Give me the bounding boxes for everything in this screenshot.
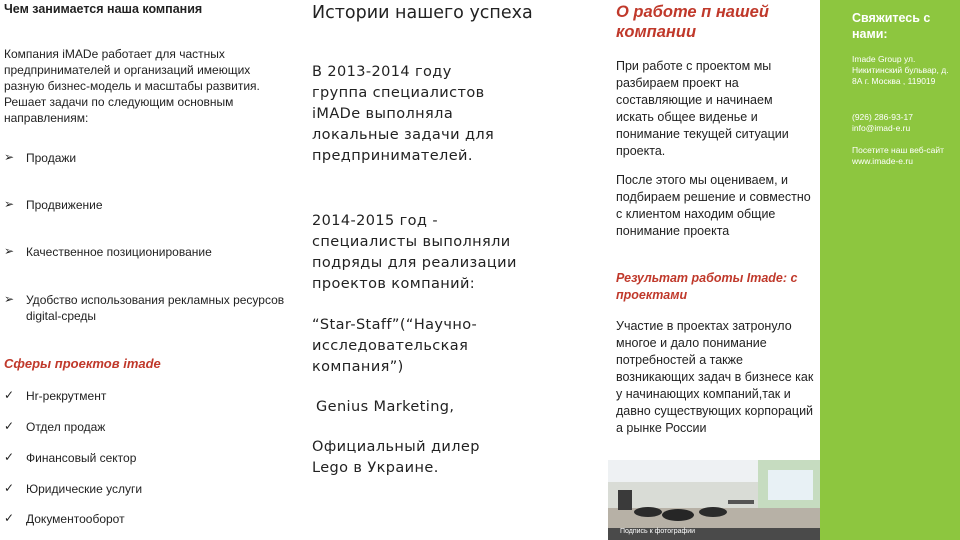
result-heading: Результат работы Imade: с проектами xyxy=(616,271,798,302)
sphere-item: ✓ Юридические услуги xyxy=(4,481,143,496)
contact-sidebar xyxy=(820,0,960,540)
spheres-heading: Сферы проектов imade xyxy=(4,356,161,371)
sphere-item: ✓ Финансовый сектор xyxy=(4,450,137,465)
direction-item: ➢ Удобство использования рекламных ресурсов digital-среды xyxy=(4,292,285,323)
sphere-item: ✓ Отдел продаж xyxy=(4,419,106,434)
story-paragraph: “Star-Staff”(“Научно-исследовательская компания”) xyxy=(312,317,478,375)
check-icon: ✓ xyxy=(4,450,15,464)
about-paragraph: После этого мы оцениваем, и подбираем решение и совместно с клиентом находим общие понимание проекта xyxy=(616,173,811,238)
activities-heading: Чем занимается наша компания xyxy=(4,2,203,16)
story-paragraph: Genius Marketing, xyxy=(316,399,455,415)
check-icon: ✓ xyxy=(4,419,15,433)
direction-item: ➢ Продвижение xyxy=(4,197,103,212)
story-paragraph: 2014-2015 год - специалисты выполняли подряды для реализации проектов компаний: xyxy=(312,213,517,292)
contact-address: Imade Group ул. Никитинский бульвар, д. 8А г. Москва , 119019 xyxy=(852,54,949,86)
activities-intro: Компания iMADe работает для частных предпринимателей и организаций имеющих разную бизнес-модель и масштабы развития. Решает задачи по следующим основным направлениям: xyxy=(4,47,260,125)
about-paragraph: При работе с проектом мы разбираем проект на составляющие и начинаем искать общее виденье и понимание текущей ситуации проекта. xyxy=(616,59,789,158)
arrow-bullet-icon: ➢ xyxy=(4,244,15,258)
check-icon: ✓ xyxy=(4,511,15,525)
story-paragraph: В 2013-2014 году группа специалистов iMADe выполняла локальные задачи для предпринимателей. xyxy=(312,64,495,164)
check-icon: ✓ xyxy=(4,481,15,495)
direction-item: ➢ Качественное позиционирование xyxy=(4,244,212,259)
stories-heading: Истории нашего успеха xyxy=(312,3,533,23)
about-paragraph: Участие в проектах затронуло многое и дало понимание потребностей а также возникающих задач в бизнесе как у начинающих компаний,так и давно существующих корпораций а рынке России xyxy=(616,319,814,435)
arrow-bullet-icon: ➢ xyxy=(4,197,15,211)
arrow-bullet-icon: ➢ xyxy=(4,292,15,306)
contact-phone-email: (926) 286-93-17 info@imad-e.ru xyxy=(852,112,913,133)
photo-caption: Подпись к фотографии xyxy=(620,528,696,535)
check-icon: ✓ xyxy=(4,388,15,402)
about-work-column xyxy=(616,0,816,460)
company-activities-column xyxy=(4,0,304,526)
sphere-item: ✓ Документооборот xyxy=(4,511,125,526)
contact-website: Посетите наш веб-сайт www.imade-e.ru xyxy=(852,145,945,166)
story-paragraph: Официальный дилер Lego в Украине. xyxy=(312,439,480,476)
contact-heading: Свяжитесь с нами: xyxy=(852,11,931,41)
about-work-heading: О работе п нашей компании xyxy=(616,3,769,41)
arrow-bullet-icon: ➢ xyxy=(4,150,15,164)
success-stories-column xyxy=(312,0,602,540)
sphere-item: ✓ Hr-рекрутмент xyxy=(4,388,107,403)
direction-item: ➢ Продажи xyxy=(4,150,77,165)
